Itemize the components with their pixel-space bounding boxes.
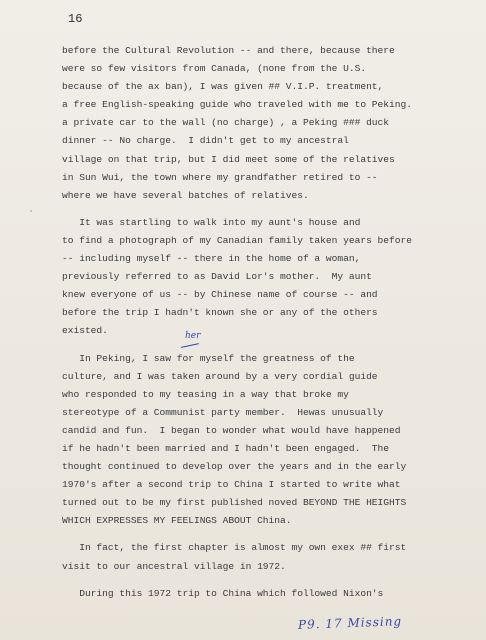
text-line: before the Cultural Revolution -- and there, because there: [62, 45, 395, 56]
text-line: It was startling to walk into my aunt's house and: [62, 216, 361, 228]
paragraph-3: [62, 350, 480, 531]
text-line: dinner -- No charge. I didn't get to my ancestral: [62, 135, 349, 147]
text-line: were so few visitors from Canada, (none from the U.S.: [62, 63, 367, 75]
text-line: turned out to be my first published noved BEYOND THE HEIGHTS: [62, 497, 407, 509]
text-line: culture, and I was taken around by a very cordial guide: [62, 370, 378, 382]
text-line: a private car to the wall (no charge) , a Peking ### duck: [62, 117, 390, 129]
text-line: if he hadn't been married and I hadn't been engaged. The: [62, 442, 390, 454]
text-line: During this 1972 trip to China which followed Nixon's: [62, 587, 384, 599]
text-line: candid and fun. I began to wonder what would have happened: [62, 424, 401, 436]
handwritten-correction: her: [185, 331, 201, 341]
text-line: 1970's after a second trip to China I started to write what: [62, 479, 401, 491]
text-line: where we have several batches of relatives.: [62, 189, 309, 201]
paper-spot: [30, 210, 32, 212]
text-line: before the trip I hadn't known she or any of the others: [62, 307, 378, 319]
text-line: In Peking, I saw for myself the greatness of the: [62, 352, 355, 364]
paragraph-1: [62, 42, 480, 205]
body-text: [62, 42, 480, 603]
handwritten-note: P9. 17 Missing: [297, 614, 403, 632]
text-line: knew everyone of us -- by Chinese name of course -- and: [62, 289, 378, 301]
text-line: stereotype of a Communist party member. Hewas unusually: [62, 406, 384, 418]
text-line: In fact, the first chapter is almost my own exex ## first: [62, 542, 407, 554]
paragraph-gap: [62, 205, 480, 214]
text-line: who responded to my teasing in a way that broke my: [62, 388, 349, 400]
text-line: existed.: [62, 325, 108, 337]
text-line: village on that trip, but I did meet some of the relatives: [62, 153, 395, 165]
text-line: thought continued to develop over the years and in the early: [62, 461, 407, 473]
text-line: in Sun Wui, the town where my grandfather retired to --: [62, 171, 378, 183]
paragraph-4: [62, 539, 480, 575]
text-line: to find a photograph of my Canadian family taken years before: [62, 234, 412, 246]
page-number: 16: [68, 12, 83, 26]
paragraph-gap: [62, 341, 480, 350]
paragraph-gap: [62, 530, 480, 539]
paragraph-5: [62, 585, 480, 603]
text-line: previously referred to as David Lor's mother. My aunt: [62, 271, 372, 283]
paragraph-2: [62, 214, 480, 341]
text-line: visit to our ancestral village in 1972.: [62, 560, 286, 572]
text-line: WHICH EXPRESSES MY FEELINGS ABOUT China.: [62, 515, 292, 527]
text-line: -- including myself -- there in the home of a woman,: [62, 253, 361, 265]
text-line: a free English-speaking guide who traveled with me to Peking.: [62, 99, 412, 111]
paragraph-gap: [62, 576, 480, 585]
text-line: because of the ax ban), I was given ## V.I.P. treatment,: [62, 81, 384, 93]
